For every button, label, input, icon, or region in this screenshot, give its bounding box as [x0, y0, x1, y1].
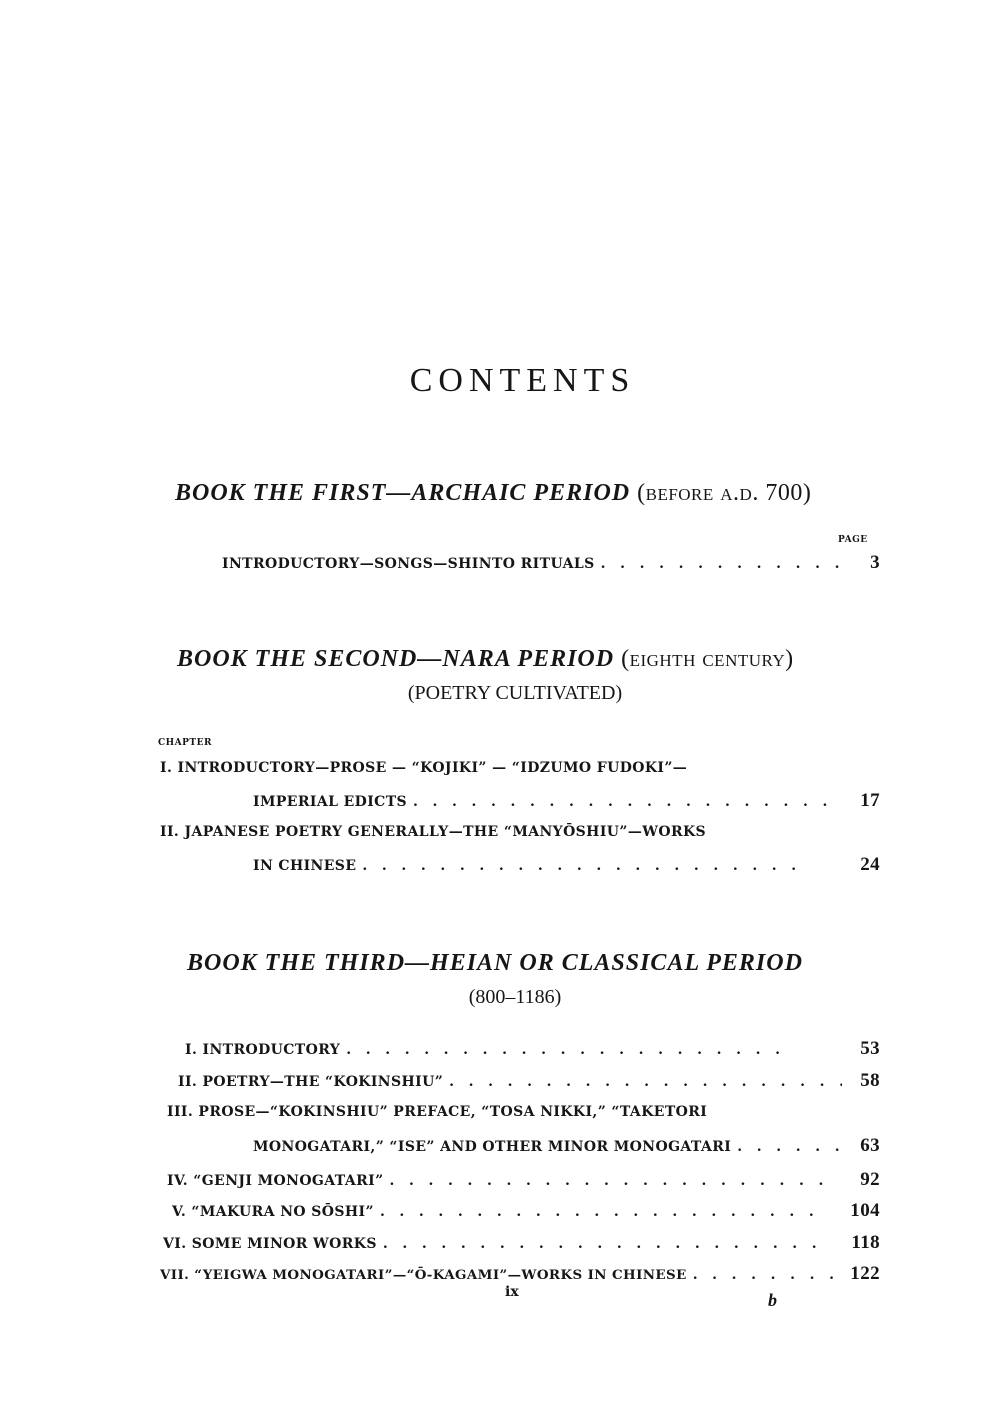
toc-entry-line: I. INTRODUCTORY—PROSE — “KOJIKI” — “IDZUMO FUDOKI”—: [160, 760, 688, 776]
dot-leader: [737, 1139, 842, 1155]
book-title: BOOK THE THIRD—HEIAN OR CLASSICAL PERIOD: [187, 950, 803, 976]
dot-leader: [346, 1042, 842, 1058]
dot-leader: [693, 1267, 842, 1283]
entry-page: 58: [860, 1070, 880, 1091]
entry-label: INTRODUCTORY—SONGS—SHINTO RITUALS: [222, 556, 595, 572]
toc-entry: [253, 1135, 880, 1157]
entry-label: VII. “YEIGWA MONOGATARI”—“Ō-KAGAMI”—WORKS IN CHINESE: [160, 1267, 687, 1283]
book-heading-first: [175, 480, 811, 507]
entry-label: MONOGATARI,” “ISE” AND OTHER MINOR MONOGATARI: [253, 1139, 732, 1155]
toc-entry: [163, 1232, 880, 1254]
signature-mark: b: [768, 1290, 777, 1310]
toc-entry: [172, 1200, 880, 1222]
book-note: (POETRY CULTIVATED): [407, 682, 623, 704]
entry-label: II. POETRY—THE “KOKINSHIU”: [178, 1074, 444, 1090]
toc-entry: [160, 1263, 880, 1285]
book-title: BOOK THE SECOND—NARA PERIOD: [177, 646, 615, 672]
dot-leader: [362, 858, 842, 874]
toc-entry-line: III. PROSE—“KOKINSHIU” PREFACE, “TOSA NIKKI,” “TAKETORI: [167, 1104, 708, 1120]
entry-label: VI. SOME MINOR WORKS: [163, 1236, 377, 1252]
dot-leader: [449, 1074, 842, 1090]
entry-page: 104: [850, 1200, 880, 1221]
toc-entry: [253, 854, 880, 876]
entry-page: 122: [850, 1263, 880, 1284]
book-note: (800–1186): [468, 986, 562, 1008]
book-heading-third: [187, 950, 803, 977]
page-title: CONTENTS: [409, 362, 636, 399]
dot-leader: [390, 1173, 842, 1189]
dot-leader: [383, 1236, 842, 1252]
book-period: (eighth century): [621, 646, 794, 672]
entry-label: IN CHINESE: [253, 858, 357, 874]
toc-entry: [185, 1038, 880, 1060]
folio-page-number: ix: [505, 1284, 519, 1300]
entry-page: 63: [860, 1135, 880, 1156]
entry-page: 118: [851, 1232, 880, 1253]
book-heading-second: [177, 646, 794, 673]
page-column-label: PAGE: [838, 535, 868, 545]
toc-entry: [222, 552, 880, 574]
entry-label: IMPERIAL EDICTS: [253, 794, 408, 810]
toc-entry: [178, 1070, 880, 1092]
toc-entry-line: II. JAPANESE POETRY GENERALLY—THE “MANYŌSHIU”—WORKS: [160, 824, 707, 840]
chapter-column-label: CHAPTER: [158, 738, 212, 748]
entry-page: 53: [860, 1038, 880, 1059]
dot-leader: [380, 1204, 842, 1220]
toc-entry: [167, 1169, 880, 1191]
dot-leader: [413, 794, 842, 810]
entry-label: V. “MAKURA NO SŌSHI”: [172, 1204, 374, 1220]
dot-leader: [601, 556, 842, 572]
toc-entry: [253, 790, 880, 812]
book-title: BOOK THE FIRST—ARCHAIC PERIOD: [175, 480, 631, 506]
entry-label: I. INTRODUCTORY: [185, 1042, 341, 1058]
entry-page: 24: [860, 854, 880, 875]
entry-page: 17: [860, 790, 880, 811]
book-period: (before a.d. 700): [637, 480, 812, 506]
entry-page: 92: [860, 1169, 880, 1190]
entry-label: IV. “GENJI MONOGATARI”: [167, 1173, 384, 1189]
entry-page: 3: [870, 552, 880, 573]
